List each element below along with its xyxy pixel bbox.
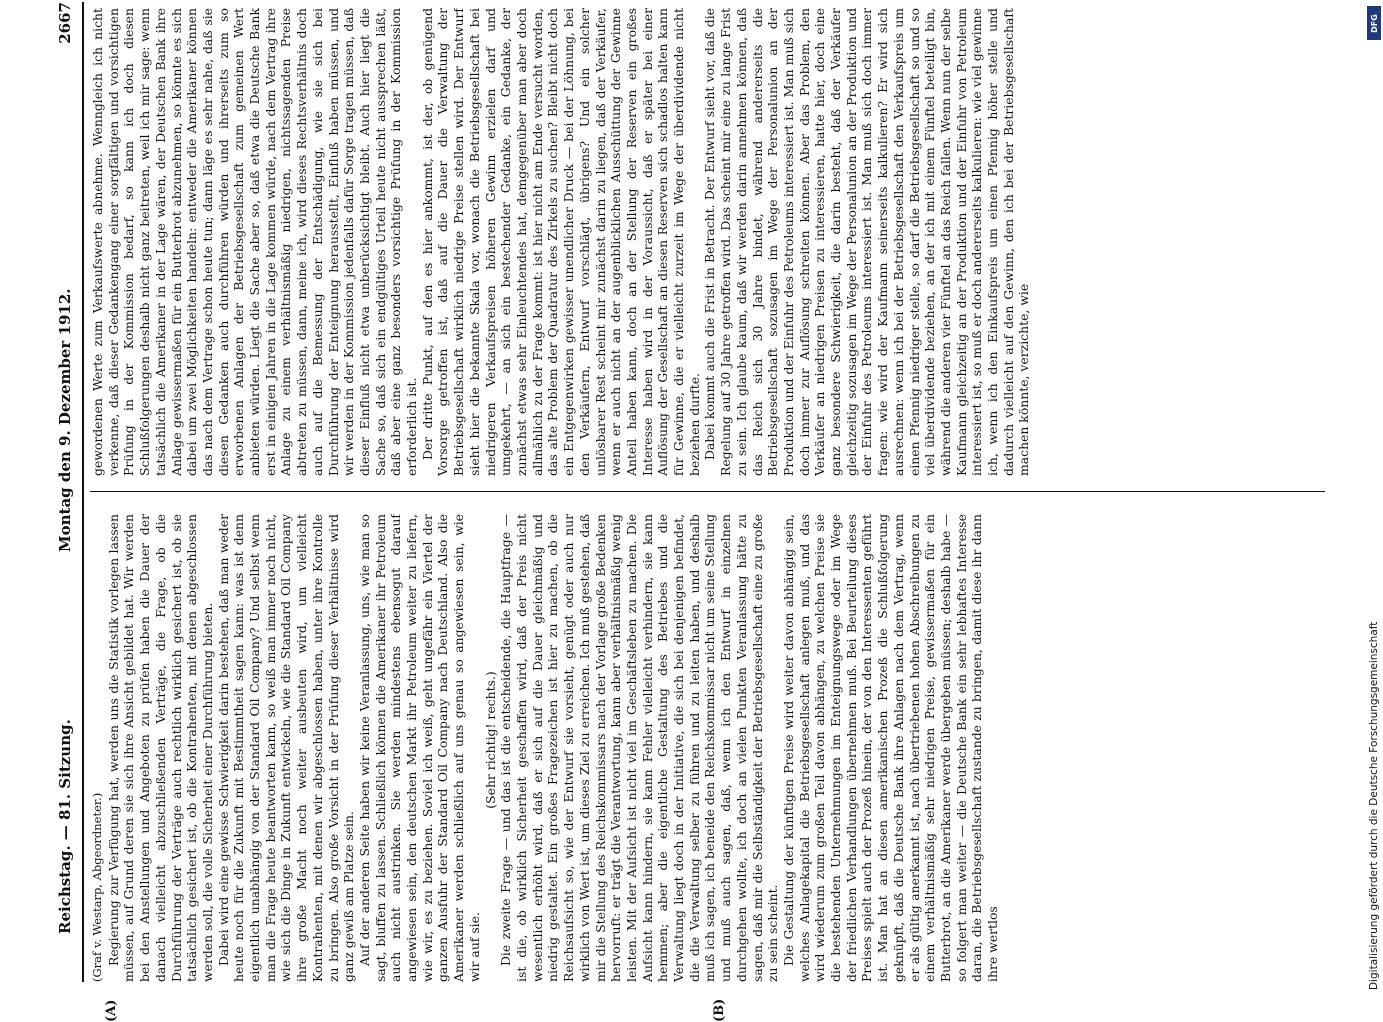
newspaper-page bbox=[52, 2, 1342, 1022]
dfg-logo-text: DFG bbox=[1369, 13, 1379, 33]
left-column bbox=[90, 514, 1325, 982]
left-paragraph: Regierung zur Verfügung hat, werden uns die Statistik vorlegen lassen müssen, auf Grund deren sie sich ihre Ansicht gebildet hat. Wir werden bei den Anstellungen und Angeboten zu prüfen haben die Dauer der danach vielleicht abzuschließenden Verträge, die Frage, ob die Durchführung der Verträge auch rechtlich wirklich gesichert ist, ob sie tatsächlich gesichert ist, ob die Kontrahenten, mit denen abgeschlossen werden soll, die volle Sicherheit einer Durchführung bieten. bbox=[105, 514, 215, 982]
dfg-logo bbox=[1367, 6, 1381, 40]
left-paragraph: Auf der anderen Seite haben wir keine Veranlassung, uns, wie man so sagt, bluffen zu lassen. Schließlich können die Amerikaner ihr Petroleum auch nicht austrinken. Sie werden mindestens ebensogut darauf angewiesen sein, den deutschen Markt ihr Petroleum weiter zu liefern, wie wir, es zu beziehen. Soviel ich weiß, geht ungefähr ein Viertel der ganzen Ausfuhr der Standard Oil Company nach Deutschland. Also die Amerikaner werden schließlich auf uns genau so angewiesen sein, wie wir auf sie. bbox=[356, 514, 482, 982]
margin-marker-a: (A) bbox=[104, 999, 119, 1022]
margin-marker-b: (B) bbox=[712, 998, 727, 1022]
left-paragraph: Die zweite Frage — und das ist die entscheidende, die Hauptfrage — ist die, ob wirklich Sicherheit geschaffen wird, daß der Preis nicht wesentlich erhöht wird, daß er sich auf die Dauer gleichmäßig und niedrig gestaltet. Ein großes Fragezeichen ist hier zu machen, ob die Reichsaufsicht so, wie der Entwurf sie vorsieht, genügt oder auch nur wirklich von Wert ist, um dieses Ziel zu erreichen. Ich muß gestehen, daß mir die Stellung des Reichskommissars nach der Vorlage große Bedenken hervorruft: er trägt die Verantwortung, kann aber verhältnismäßig wenig leisten. Mit der Aufsicht ist nicht viel im Geschäftsleben zu machen. Die Aufsicht kann hindern, sie kann Fehler vielleicht verhindern, sie kann hemmen; aber die eigentliche Gestaltung des Betriebes und die Verwaltung liegt doch in der Initiative, die sich bei denjenigen befindet, die die Verwaltung selber zu führen und zu leiten haben, und deshalb muß ich sagen, ich beneide den Reichskommissar nicht um seine Stellung und muß auch sagen, daß, wenn ich den Entwurf in einzelnen durchgehen wollte, ich doch an vielen Punkten Veranlassung hätte zu sagen, daß mir die Selbständigkeit der Betriebsgesellschaft eine zu große zu sein scheint. bbox=[498, 514, 781, 982]
right-paragraph: Der dritte Punkt, auf den es hier ankommt, ist der, ob genügend Vorsorge getroffen ist, daß auf die Dauer die Verwaltung der Betriebsgesellschaft wirklich niedrige Preise stellen wird. Der Entwurf sieht hier die bekannte Skala vor, wonach die Betriebsgesellschaft bei niedrigeren Verkaufspreisen höheren Gewinn erzielen darf und umgekehrt, — an sich ein bestechender Gedanke, ein Gedanke, der zunächst etwas sehr Einleuchtendes hat, demgegenüber man aber doch allmählich zu der Frage kommt: ist hier nicht am Ende versucht worden, das alte Problem der Quadratur des Zirkels zu suchen? Bleibt nicht doch ein Entgegenwirken gewisser unendlicher Druck — bei der Löhnung, bei den Verkäufern, Entwurf vorschlägt, übrigens? Und ein solcher unlösbarer Rest scheint mir zunächst darin zu liegen, daß der Verkäufer, wenn er auch nicht an der augenblicklichen Ausschüttung der Gewinne Anteil haben kann, doch an der Stellung der Reserven ein großes Interesse haben wird in der Voraussicht, daß er später bei einer Auflösung der Gesellschaft an diesen Reserven sich schadlos halten kann für Gewinne, die er vielleicht zurzeit im Wege der überdividende nicht beziehen durfte. bbox=[419, 8, 702, 476]
interjection: (Sehr richtig! rechts.) bbox=[482, 671, 498, 809]
right-paragraph: Dabei kommt auch die Frist in Betracht. Der Entwurf sieht vor, daß die Regelung auf 30 Jahre getroffen wird. Das scheint mir eine zu lange Frist zu sein. Ich glaube kaum, daß wir werden darin annehmen können, daß das Reich sich 30 Jahre bindet, während andererseits die Betriebsgesellschaft sozusagen im Wege der Personalunion an der Produktion und der Einfuhr des Petroleums interessiert ist. Man muß sich doch immer zur Auflösung schreiten können. Aber das Problem, den Verkäufer an niedrigen Preisen zu interessieren, hatte hier, doch eine ganz besondere Schwierigkeit, die darin besteht, daß der Verkäufer gleichzeitig sozusagen im Wege der Personalunion an der Produktion und der Einfuhr des Petroleums interessiert ist. Man muß sich doch immer fragen: wie wird der Kaufmann seinerseits kalkulieren? Er wird sich ausrechnen: wenn ich bei der Betriebsgesellschaft den Verkaufspreis um einen Pfennig niedriger stelle, so darf die Betriebsgesellschaft so und so viel überdividende beziehen, an der ich mit einem Fünftel beteiligt bin, während die anderen vier Fünftel an das Reich fallen. Wenn nun der selbe Kaufmann gleichzeitig an der Produktion und der Einfuhr von Petroleum interessiert ist, so muß er doch andererseits kalkulieren: wie viel gewinne ich, wenn ich den Einkaufspreis um einen Pfennig höher stelle und dadurch vielleicht auf den Gewinn, den ich bei der Betriebsgesellschaft machen könnte, verzichte, wie bbox=[702, 8, 1032, 476]
left-paragraph: Dabei wird eine gewisse Schwierigkeit darin bestehen, daß man weder heute noch für die Zukunft mit Bestimmtheit sagen kann: was ist denn eigentlich unabhängig von der Standard Oil Company? Und selbst wenn man die Frage heute beantworten kann, so weiß man immer noch nicht, wie sich die Dinge in Zukunft entwickeln, wie die Standard Oil Company ihre große Macht noch weiter ausbeuten wird, um vielleicht Kontrahenten, mit denen wir abgeschlossen haben, unter ihre Kontrolle zu bringen. Also große Vorsicht in der Prüfung dieser Verhältnisse wird ganz gewiß am Platze sein. bbox=[215, 514, 357, 982]
column-divider bbox=[90, 491, 1325, 492]
digitization-credit: Digitalisierung gefördert durch die Deutsche Forschungsgemeinschaft bbox=[1368, 621, 1380, 990]
page-header bbox=[52, 2, 82, 982]
header-rule bbox=[82, 2, 84, 982]
speaker-line: (Graf v. Westarp, Abgeordneter.) bbox=[90, 792, 104, 982]
left-paragraph: Die Gestaltung der künftigen Preise wird weiter davon abhängig sein, welches Anlagekapital die Betriebsgesellschaft anlegen muß, und das wird wiederum zum großen Teil davon abhängen, zu welchen Preise sie die bestehenden Unternehmungen im Enteignungswege oder im Wege der friedlichen Verhandlungen übernehmen muß. Bei Beurteilung dieses Preises spielt auch der Prozeß hinein, der von den Interessenten geführt ist. Man hat an diesen amerikanischen Prozeß die Schlußfolgerung geknüpft, daß die Deutsche Bank ihre Anlagen nach dem Vertrag, wenn er als gültig anerkannt ist, nach übertriebenen hohen Abschreibungen zu einem verhältnismäßig sehr niedrigen Preise, gewissermaßen für ein Butterbrot, an die Amerikaner werde übergeben müssen; deshalb habe — so folgert man weiter — die Deutsche Bank ein sehr lebhaftes Interesse daran, die Betriebsgesellschaft zustande zu bringen, damit diese ihr dann ihre wertlos bbox=[780, 514, 1001, 982]
right-paragraph: gewordenen Werte zum Verkaufswerte abnehme. Wenngleich ich nicht verkenne, daß dieser Gedankengang einer sorgfältigen und vorsichtigen Prüfung in der Kommission bedarf, so kann ich doch diesen Schlußfolgerungen deshalb nicht ganz beitreten, weil ich mir sage: wenn tatsächlich die Amerikaner in der Lage wären, der Deutschen Bank ihre Anlage gewissermaßen für ein Butterbrot abzunehmen, so könnte es sich dabei um zwei Möglichkeiten handeln: entweder die Amerikaner können das nach dem Vertrage schon heute tun; dann läge es sehr nahe, daß sie diesen Gedanken auch durchführen würden und ihrerseits zum so erworbenen Anlagen der Betriebsgesellschaft zum gemeinen Wert anbieten würden. Liegt die Sache aber so, daß etwa die Deutsche Bank erst in einigen Jahren in die Lage kommen würde, nach dem Vertrag ihre Anlage zu einem verhältnismäßig niedrigen, nichtssagenden Preise abtreten zu müssen, dann, meine ich, wird dieses Rechtsverhältnis doch auch auf die Bemessung der Entschädigung, wie sie sich bei Durchführung der Enteignung herausstellt, Einfluß haben müssen, und wir werden in der Kommission jedenfalls dafür Sorge tragen müssen, daß dieser Einfluß nicht etwa unberücksichtigt bleibt. Auch hier liegt die Sache so, daß sich ein endgültiges Urteil heute nicht aussprechen läßt, daß aber eine ganz besonders vorsichtige Prüfung in der Kommission erforderlich ist. bbox=[90, 8, 420, 476]
header-left: Reichstag. — 81. Sitzung. bbox=[56, 719, 74, 934]
header-date: Montag den 9. Dezember 1912. bbox=[56, 288, 74, 552]
right-column bbox=[90, 8, 1325, 476]
page-number: 2667 bbox=[56, 2, 74, 44]
